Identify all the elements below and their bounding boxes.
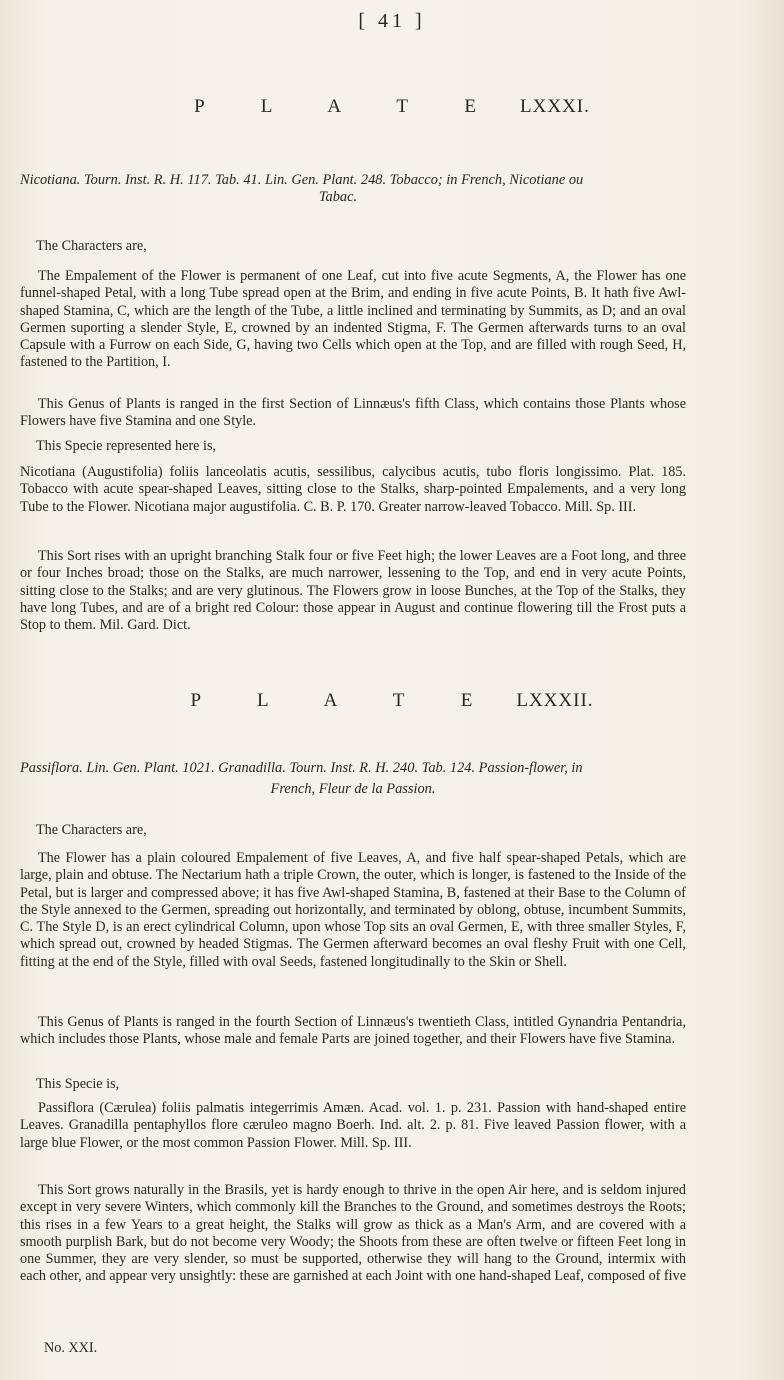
plate-82-sort-text [20,1182,686,1286]
plate-81-characters-text [20,268,686,372]
plate-82-characters-text [20,850,686,971]
plate-81-genus-text [20,396,686,431]
plate-81-characters-heading: The Characters are, [36,238,147,254]
plate-81-specie-paragraph: Nicotiana (Augustifolia) foliis lanceolatis acutis, sessilibus, calycibus acutis, tubo floris longissimo. Plat. 185. Tobacco with acute spear-shaped Leaves, sitting close to the Stalks, sharp-pointed Empalements, and a very long Tube to the Flower. Nicotiana major augustifolia. C. B. P. 170. Greater narrow-leaved Tobacco. Mill. Sp. III. [20,464,686,515]
plate-81-title-number: LXXXI. [520,96,590,117]
plate-82-characters-heading: The Characters are, [36,822,147,838]
page-number: [ 41 ] [358,10,426,32]
plate-82-characters-paragraph: The Flower has a plain coloured Empalement of five Leaves, A, and five half spear-shaped Petals, which are large, plain and obtuse. The Nectarium hath a triple Crown, the outer, which is longer, is fastened to the Inside of the Petal, but is larger and compressed above; it has five Awl-shaped Stamina, B, fastened at their Base to the Column of the Style annexed to the Germen, spreading out horizontally, and terminated by oblong, obtuse, incumbent Summits, C. The Style D, is an erect cylindrical Column, upon whose Top sits an oval Germen, E, with three smaller Styles, F, which spread out, crowned by headed Stigmas. The Germen afterward becomes an oval fleshy Fruit with one Cell, fitting at the end of the Style, filled with oval Seeds, fastened longitudinally to the Skin or Shell. [20,850,686,970]
plate-82-genus-paragraph: This Genus of Plants is ranged in the fourth Section of Linnæus's twentieth Class, intitled Gynandria Pentandria, which includes those Plants, whose male and female Parts are joined together, and their Flowers have five Stamina. [20,1014,686,1048]
plate-82-synonymy-line1: Passiflora. Lin. Gen. Plant. 1021. Granadilla. Tourn. Inst. R. H. 240. Tab. 124. Passion-flower, in [20,760,583,776]
plate-82-synonymy-line2: French, Fleur de la Passion. [270,781,436,798]
plate-81-synonymy-line2: Tabac. [318,189,358,206]
plate-82-specie-text [20,1100,686,1152]
plate-81-genus-paragraph: This Genus of Plants is ranged in the first Section of Linnæus's fifth Class, which contains those Plants whose Flowers have five Stamina and one Style. [20,396,686,430]
plate-81-specie-heading: This Specie represented here is, [36,438,217,454]
plate-82-title [0,690,784,712]
signature-mark: No. XXI. [44,1340,98,1356]
plate-81-title [0,96,784,118]
plate-82-synonymy [20,760,686,799]
plate-81-specie-text [20,464,686,516]
plate-81-synonymy [20,172,686,207]
plate-82-specie-heading: This Specie is, [36,1076,120,1092]
plate-81-synonymy-line1: Nicotiana. Tourn. Inst. R. H. 117. Tab. 41. Lin. Gen. Plant. 248. Tobacco; in French, Nicotiane ou [20,172,584,188]
plate-81-sort-text [20,548,686,634]
plate-82-genus-text [20,1014,686,1049]
plate-82-title-number: LXXXII. [516,690,594,711]
plate-81-title-word: P L A T E [194,96,503,117]
plate-81-characters-paragraph: The Empalement of the Flower is permanent of one Leaf, cut into five acute Segments, A, the Flower has one funnel-shaped Petal, with a long Tube spread open at the Brim, and ending in five acute Points, B. It hath five Awl-shaped Stamina, C, which are the length of the Tube, a little inclined and terminating by Summits, as D; and an oval Germen suporting a slender Style, E, crowned by an indented Stigma, F. The Germen afterwards turns to an oval Capsule with a Furrow on each Side, G, having two Cells which open at the Top, and are filled with rough Seed, H, fastened to the Partition, I. [20,268,686,371]
plate-82-specie-paragraph: Passiflora (Cærulea) foliis palmatis integerrimis Amæn. Acad. vol. 1. p. 231. Passion with hand-shaped entire Leaves. Granadilla pentaphyllos flore cæruleo magno Boerh. Ind. alt. 2. p. 81. Five leaved Passion flower, with a large blue Flower, or the most common Passion Flower. Mill. Sp. III. [20,1100,686,1151]
plate-81-sort-paragraph: This Sort rises with an upright branching Stalk four or five Feet high; the lower Leaves are a Foot long, and three or four Inches broad; those on the Stalks, are much narrower, lessening to the Top, and end in very acute Points, sitting close to the Stalks; and are very glutinous. The Flowers grow in loose Bunches, at the Top of the Stalks, they have long Tubes, and are of a bright red Colour: those appear in August and continue flowering till the Frost puts a Stop to them. Mil. Gard. Dict. [20,548,686,634]
plate-82-title-word: P L A T E [190,690,499,711]
plate-82-sort-paragraph: This Sort grows naturally in the Brasils, yet is hardy enough to thrive in the open Air here, and is seldom injured except in very severe Winters, which commonly kill the Branches to the Ground, and sometimes destroys the Roots; this rises in a few Years to a great height, the Stalks will grow as thick as a Man's Arm, and are covered with a smooth purplish Bark, but do not become very Woody; the Shoots from these are often twelve or fifteen Feet long in one Summer, they are very slender, so must be supported, otherwise they will hang to the Ground, intermix with each other, and appear very unsightly: these are garnished at each Joint with one hand-shaped Leaf, composed of five [20,1182,686,1285]
